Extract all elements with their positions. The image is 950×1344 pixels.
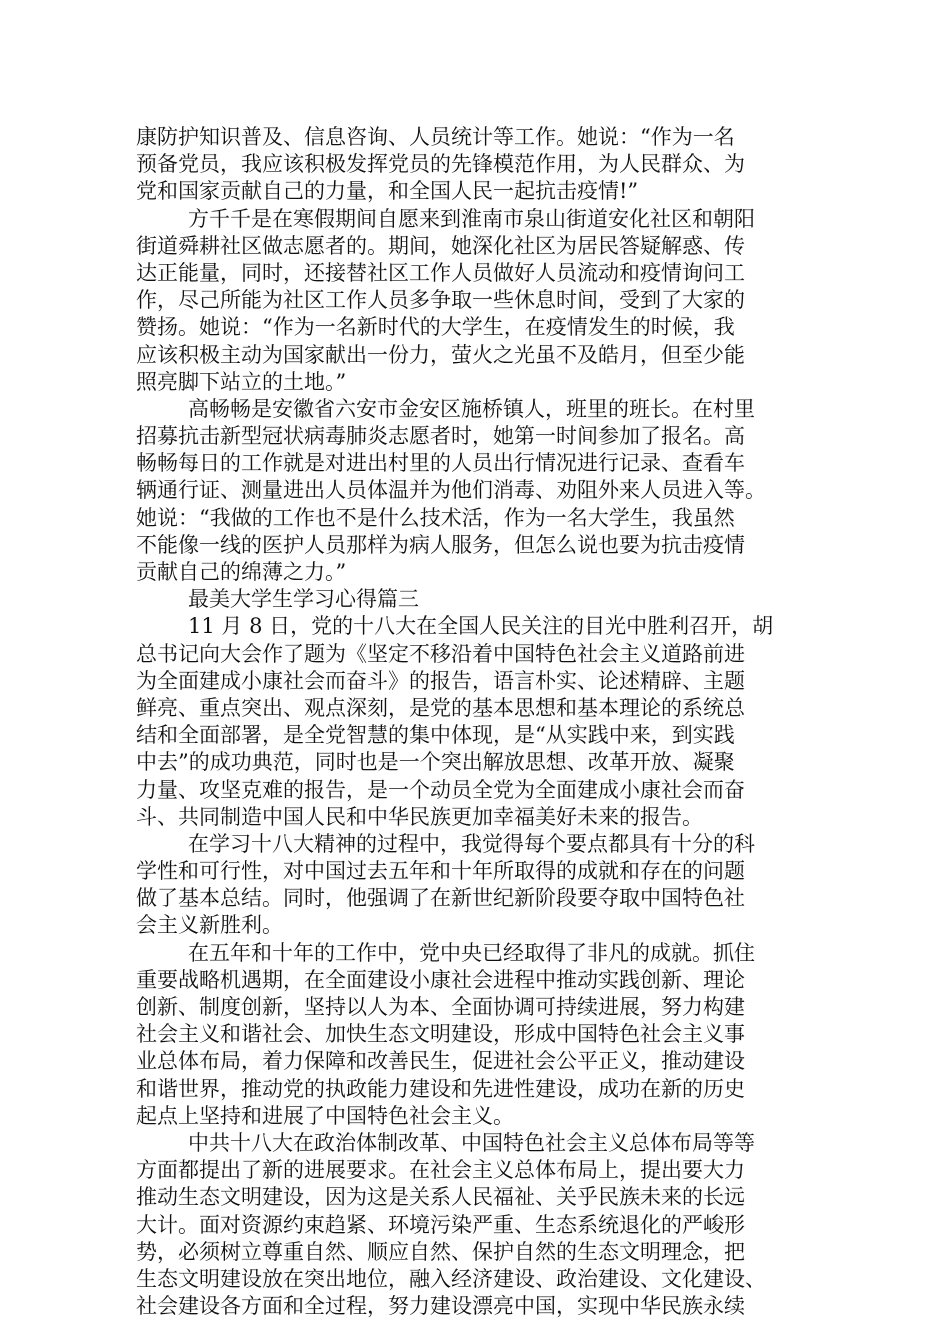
text-line: 势，必须树立尊重自然、顺应自然、保护自然的生态文明理念，把 (136, 1239, 745, 1264)
text-line: 和谐世界，推动党的执政能力建设和先进性建设，成功在新的历史 (136, 1076, 745, 1101)
text-line: 畅畅每日的工作就是对进出村里的人员出行情况进行记录、查看车 (136, 451, 745, 476)
text-line: 斗、共同制造中国人民和中华民族更加幸福美好未来的报告。 (136, 804, 703, 829)
text-line: 总书记向大会作了题为《坚定不移沿着中国特色社会主义道路前进 (136, 641, 745, 666)
text-line: 大计。面对资源约束趋紧、环境污染严重、生态系统退化的严峻形 (136, 1212, 745, 1237)
text-line: 赞扬。她说：“作为一名新时代的大学生，在疫情发生的时候，我 (136, 315, 735, 340)
text-line: 在五年和十年的工作中，党中央已经取得了非凡的成就。抓住 (188, 940, 755, 965)
text-line: 达正能量，同时，还接替社区工作人员做好人员流动和疫情询问工 (136, 260, 745, 285)
text-line: 会主义新胜利。 (136, 913, 283, 938)
text-line: 创新、制度创新，坚持以人为本、全面协调可持续进展，努力构建 (136, 995, 745, 1019)
text-line: 党和国家贡献自己的力量，和全国人民一起抗击疫情!” (136, 179, 639, 204)
text-line: 方面都提出了新的进展要求。在社会主义总体布局上，提出要大力 (136, 1158, 745, 1183)
text-line: 应该积极主动为国家献出一份力，萤火之光虽不及皓月，但至少能 (136, 342, 745, 367)
text-line: 鲜亮、重点突出、观点深刻，是党的基本思想和基本理论的系统总 (136, 695, 745, 720)
text-line: 招募抗击新型冠状病毒肺炎志愿者时，她第一时间参加了报名。高 (136, 424, 745, 449)
text-line: 最美大学生学习心得篇三 (188, 587, 419, 612)
text-line: 贡献自己的绵薄之力。” (136, 560, 347, 584)
text-line: 方千千是在寒假期间自愿来到淮南市泉山街道安化社区和朝阳 (188, 206, 755, 231)
text-line: 业总体布局，着力保障和改善民生，促进社会公平正义，推动建设 (136, 1049, 745, 1074)
document-body (136, 124, 826, 1320)
text-line: 起点上坚持和进展了中国特色社会主义。 (136, 1103, 514, 1128)
text-line: 预备党员，我应该积极发挥党员的先锋模范作用，为人民群众、为 (136, 152, 745, 177)
text-line: 学性和可行性，对中国过去五年和十年所取得的成就和存在的问题 (136, 859, 745, 884)
text-line: 11 月 8 日，党的十八大在全国人民关注的目光中胜利召开，胡 (188, 614, 774, 639)
text-line: 推动生态文明建设，因为这是关系人民福祉、关乎民族未来的长远 (136, 1185, 745, 1210)
text-line: 社会建设各方面和全过程，努力建设漂亮中国，实现中华民族永续 (136, 1294, 745, 1319)
text-line: 重要战略机遇期，在全面建设小康社会进程中推动实践创新、理论 (136, 967, 745, 992)
text-line: 作，尽己所能为社区工作人员多争取一些休息时间，受到了大家的 (136, 288, 745, 313)
text-line: 做了基本总结。同时，他强调了在新世纪新阶段要夺取中国特色社 (136, 886, 745, 911)
text-line: 为全面建成小康社会而奋斗》的报告，语言朴实、论述精辟、主题 (136, 668, 745, 693)
text-line: 力量、攻坚克难的报告，是一个动员全党为全面建成小康社会而奋 (136, 777, 745, 802)
text-line: 社会主义和谐社会、加快生态文明建设，形成中国特色社会主义事 (136, 1022, 745, 1047)
text-line: 照亮脚下站立的土地。” (136, 369, 347, 394)
text-line: 结和全面部署，是全党智慧的集中体现，是“从实践中来，到实践 (136, 723, 735, 748)
text-line: 街道舜耕社区做志愿者的。期间，她深化社区为居民答疑解惑、传 (136, 233, 745, 258)
text-line: 康防护知识普及、信息咨询、人员统计等工作。她说：“作为一名 (136, 125, 735, 149)
text-line: 生态文明建设放在突出地位，融入经济建设、政治建设、文化建设、 (136, 1266, 766, 1291)
text-line: 不能像一线的医护人员那样为病人服务，但怎么说也要为抗击疫情 (136, 532, 745, 557)
text-line: 中共十八大在政治体制改革、中国特色社会主义总体布局等等 (188, 1130, 755, 1155)
text-line: 在学习十八大精神的过程中，我觉得每个要点都具有十分的科 (188, 831, 755, 856)
text-line: 高畅畅是安徽省六安市金安区施桥镇人，班里的班长。在村里 (188, 396, 755, 421)
text-line: 她说：“我做的工作也不是什么技术活，作为一名大学生，我虽然 (136, 505, 735, 530)
text-line: 辆通行证、测量进出人员体温并为他们消毒、劝阻外来人员进入等。 (136, 478, 766, 503)
text-line: 中去”的成功典范，同时也是一个突出解放思想、改革开放、凝聚 (136, 750, 735, 775)
